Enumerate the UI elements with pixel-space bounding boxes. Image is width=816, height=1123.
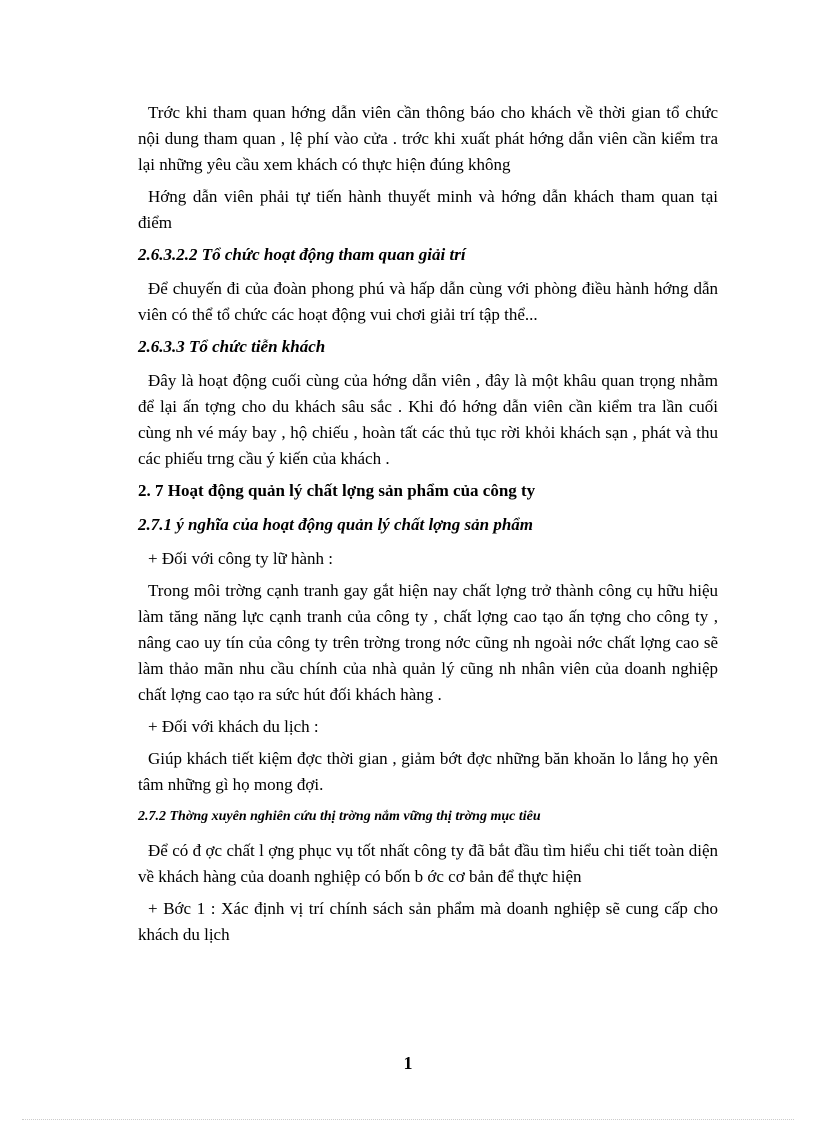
page-number: 1 <box>403 1053 413 1073</box>
paragraph-quality-competition: Trong môi trờng cạnh tranh gay gắt hiện nay chất lợng trở thành công cụ hữu hiệu làm tăng năng lực cạnh tranh của công ty , chất lợng cao tạo ấn tợng cho công ty , nâng cao uy tín của công ty trên trờng trong nớc cũng nh ngoài nớc chất lợng cao sẽ làm thảo mãn nhu cầu chính của nhà quản lý cũng nh nhân viên của doanh nghiệp chất lợng cao tạo ra sức hút đối khách hàng . <box>138 581 718 704</box>
heading-2-6-3-2-2: 2.6.3.2.2 Tổ chức hoạt động tham quan giải trí <box>138 245 466 264</box>
paragraph-guide-narration: Hớng dẫn viên phải tự tiến hành thuyết minh và hớng dẫn khách tham quan tại điểm <box>138 187 718 232</box>
paragraph-market-research: Để có đ ợc chất l ợng phục vụ tốt nhất công ty đã bắt đầu tìm hiểu chi tiết toàn diện về khách hàng của doanh nghiệp có bốn b ớc cơ bản để thực hiện <box>138 841 718 886</box>
heading-2-6-3-3: 2.6.3.3 Tổ chức tiễn khách <box>138 337 326 356</box>
footer-divider <box>22 1119 794 1120</box>
page-content <box>138 100 718 954</box>
paragraph-save-time: Giúp khách tiết kiệm đợc thời gian , giảm bớt đợc những băn khoăn lo lắng họ yên tâm những gì họ mong đợi. <box>138 749 718 794</box>
paragraph-for-travel-company: + Đối với công ty lữ hành : <box>148 549 334 568</box>
paragraph-entertainment: Để chuyến đi của đoàn phong phú và hấp dẫn cùng với phòng điều hành hớng dẫn viên có thể tổ chức các hoạt động vui chơi giải trí tập thể... <box>138 279 718 324</box>
paragraph-farewell: Đây là hoạt động cuối cùng của hớng dẫn viên , đây là một khâu quan trọng nhằm để lại ấn tợng cho du khách sâu sắc . Khi đó hớng dẫn viên cần kiểm tra lần cuối cùng nh vé máy bay , hộ chiếu , hoàn tất các thủ tục rời khỏi khách sạn , phát và thu các phiếu trng cầu ý kiến của khách . <box>138 371 718 468</box>
paragraph-for-tourists: + Đối với khách du lịch : <box>148 717 319 736</box>
paragraph-step-1: + Bớc 1 : Xác định vị trí chính sách sản phẩm mà doanh nghiệp sẽ cung cấp cho khách du lịch <box>138 899 718 944</box>
heading-2-7: 2. 7 Hoạt động quản lý chất lợng sản phẩm của công ty <box>138 481 536 500</box>
heading-2-7-1: 2.7.1 ý nghĩa của hoạt động quản lý chất lợng sản phẩm <box>138 515 534 534</box>
paragraph-guide-briefing: Trớc khi tham quan hớng dẫn viên cần thông báo cho khách về thời gian tổ chức nội dung tham quan , lệ phí vào cửa . trớc khi xuất phát hớng dẫn viên cần kiểm tra lại những yêu cầu xem khách có thực hiện đúng không <box>138 103 718 174</box>
heading-2-7-2: 2.7.2 Thờng xuyên nghiên cứu thị trờng nắm vững thị trờng mục tiêu <box>138 809 541 824</box>
